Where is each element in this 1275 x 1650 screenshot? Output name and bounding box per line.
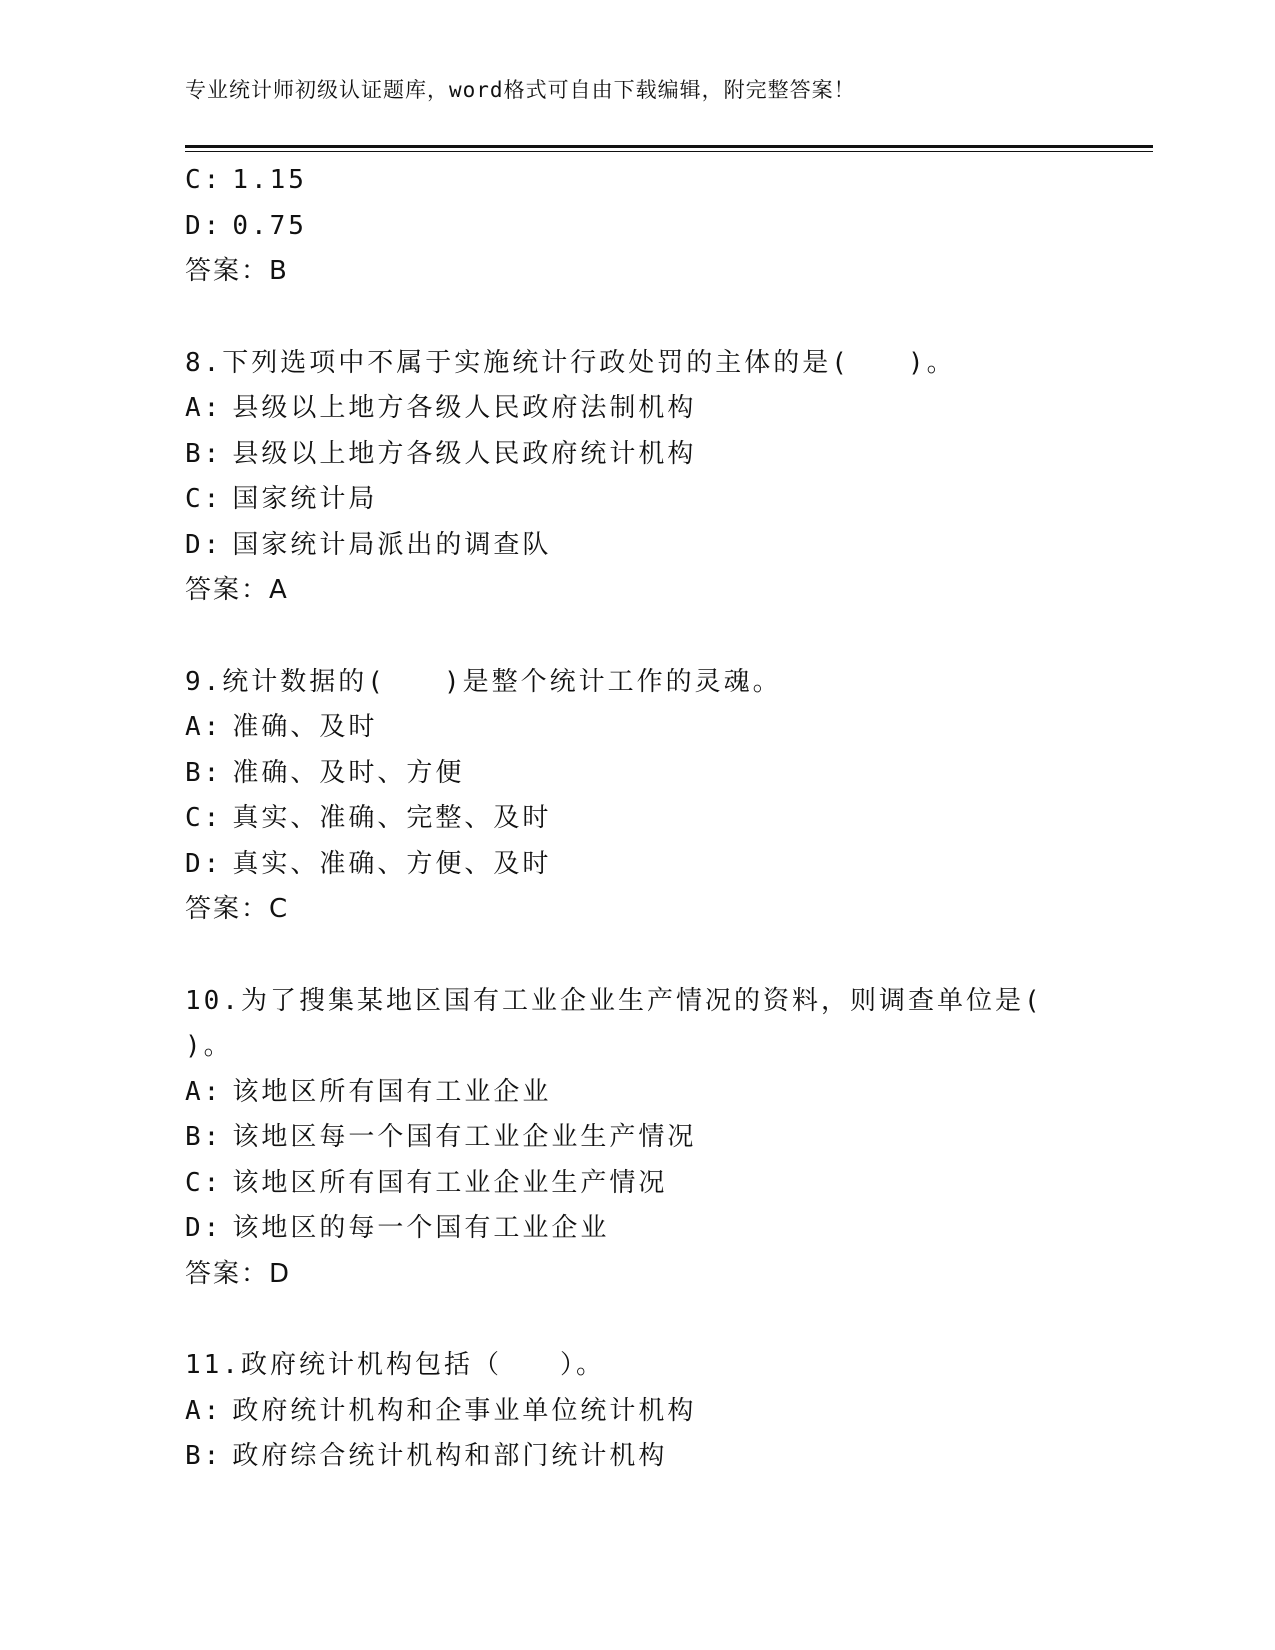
option-line xyxy=(185,1206,1085,1252)
option-text: 真实、准确、方便、及时 xyxy=(232,848,552,879)
option-line xyxy=(185,1434,1085,1480)
spacer xyxy=(185,933,1085,979)
option-label: D: xyxy=(185,1213,223,1243)
option-text: 真实、准确、完整、及时 xyxy=(232,803,552,833)
header-rule-thin xyxy=(185,151,1153,152)
option-label: B: xyxy=(185,1122,223,1152)
question-content xyxy=(185,158,1085,1480)
option-label: C: xyxy=(185,484,223,514)
option-label: D: xyxy=(185,848,223,879)
option-text: 0.75 xyxy=(232,210,307,241)
option-text: 国家统计局 xyxy=(232,484,378,514)
option-text: 准确、及时、方便 xyxy=(232,757,465,788)
answer-line: 答案：B xyxy=(185,256,289,286)
answer-line: 答案：A xyxy=(185,575,289,605)
page-header: 专业统计师初级认证题库，word格式可自由下载编辑，附完整答案！ xyxy=(185,78,856,102)
option-label: C: xyxy=(185,165,223,195)
option-line xyxy=(185,1389,1085,1435)
option-line xyxy=(185,386,1085,432)
option-text: 该地区所有国有工业企业 xyxy=(232,1076,552,1107)
spacer xyxy=(185,614,1085,660)
header-rule-thick xyxy=(185,145,1153,148)
question-stem: 11.政府统计机构包括（ ）。 xyxy=(185,1350,605,1380)
option-text: 该地区所有国有工业企业生产情况 xyxy=(232,1167,668,1198)
option-label: C: xyxy=(185,1167,223,1198)
option-line xyxy=(185,1070,1085,1116)
answer-line: 答案：C xyxy=(185,894,290,924)
option-text: 该地区的每一个国有工业企业 xyxy=(232,1213,610,1243)
option-label: C: xyxy=(185,803,223,833)
option-label: A: xyxy=(185,393,223,423)
option-label: B: xyxy=(185,757,223,788)
question-stem-continuation: )。 xyxy=(185,1031,233,1061)
question-stem: 9.统计数据的( )是整个统计工作的灵魂。 xyxy=(185,666,782,697)
option-label: D: xyxy=(185,210,223,241)
option-line xyxy=(185,842,1085,888)
option-label: A: xyxy=(185,712,223,742)
option-line xyxy=(185,432,1085,478)
option-text: 政府统计机构和企事业单位统计机构 xyxy=(232,1395,697,1426)
option-text: 国家统计局派出的调查队 xyxy=(232,529,552,560)
spacer xyxy=(185,295,1085,341)
option-line xyxy=(185,477,1085,523)
question-stem: 8.下列选项中不属于实施统计行政处罚的主体的是( )。 xyxy=(185,347,956,378)
question-stem: 10.为了搜集某地区国有工业企业生产情况的资料，则调查单位是( xyxy=(185,985,1043,1016)
option-text: 该地区每一个国有工业企业生产情况 xyxy=(232,1122,697,1152)
option-label: B: xyxy=(185,438,223,469)
option-line xyxy=(185,1161,1085,1207)
spacer xyxy=(185,1297,1085,1343)
option-label: B: xyxy=(185,1441,223,1471)
option-text: 县级以上地方各级人民政府法制机构 xyxy=(232,393,697,423)
option-line xyxy=(185,1115,1085,1161)
option-label: D: xyxy=(185,529,223,560)
option-line xyxy=(185,751,1085,797)
option-label: A: xyxy=(185,1395,223,1426)
option-line xyxy=(185,705,1085,751)
option-text: 准确、及时 xyxy=(232,712,378,742)
option-text: 县级以上地方各级人民政府统计机构 xyxy=(232,438,697,469)
option-line xyxy=(185,523,1085,569)
option-line xyxy=(185,158,1085,204)
option-text: 1.15 xyxy=(232,165,307,195)
option-text: 政府综合统计机构和部门统计机构 xyxy=(232,1441,668,1471)
option-line xyxy=(185,204,1085,250)
option-label: A: xyxy=(185,1076,223,1107)
option-line xyxy=(185,796,1085,842)
answer-line: 答案：D xyxy=(185,1258,292,1289)
